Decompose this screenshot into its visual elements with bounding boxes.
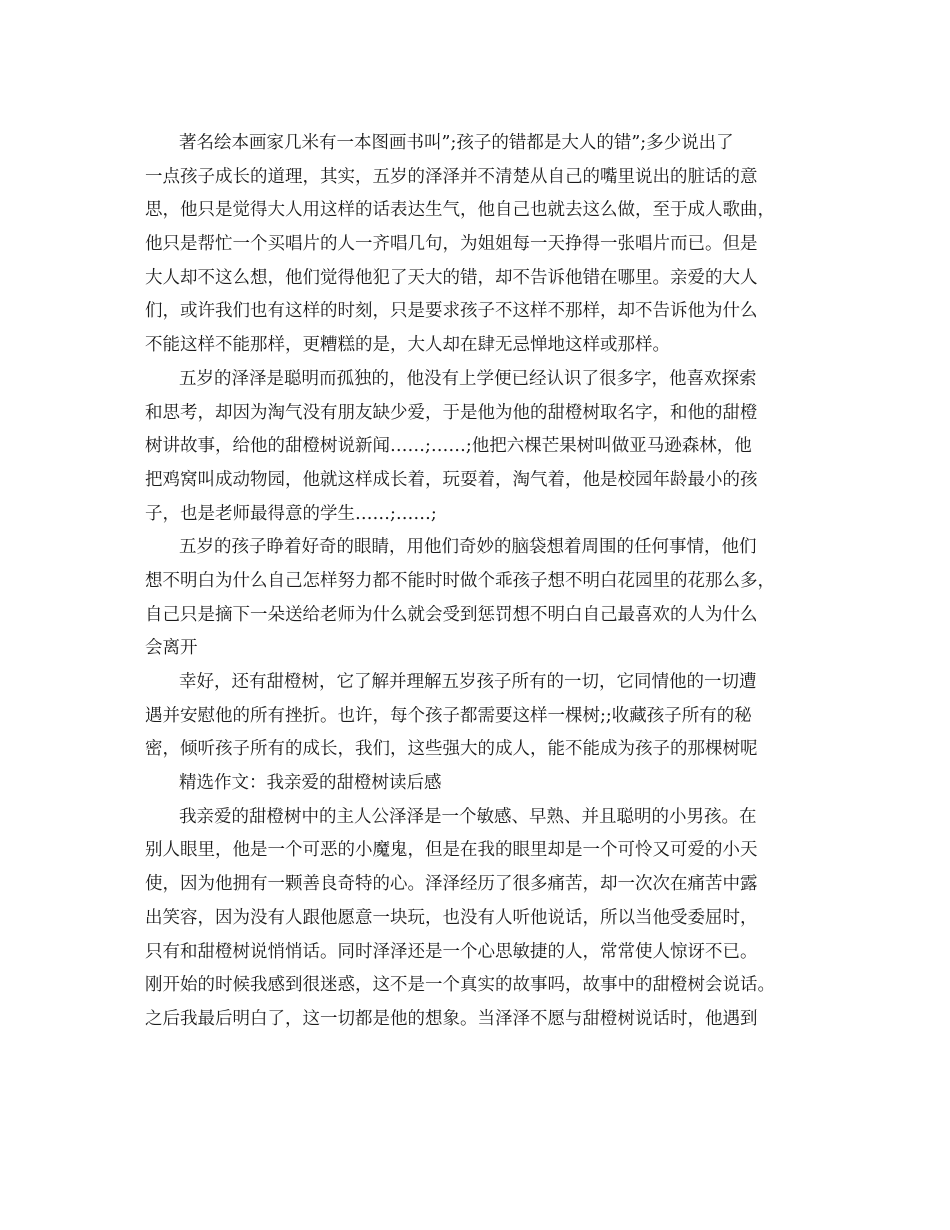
paragraph-4 (145, 666, 805, 767)
text-line: 出笑容，因为没有人跟他愿意一块玩，也没有人听他说话，所以当他受委屈时， (145, 907, 758, 928)
text-line: 子，也是老师最得意的学生……;……; (145, 503, 437, 524)
text-line: 刚开始的时候我感到很迷惑，这不是一个真实的故事吗，故事中的甜橙树会说话。 (145, 975, 775, 996)
text-line: 不能这样不能那样，更糟糕的是，大人却在肆无忌惮地这样或那样。 (145, 335, 670, 356)
text-line: 思，他只是觉得大人用这样的话表达生气，他自己也就去这么做，至于成人歌曲， (145, 200, 775, 221)
text-line: 著名绘本画家几米有一本图画书叫”;孩子的错都是大人的错”;多少说出了 (179, 133, 734, 153)
text-line: 树讲故事，给他的甜橙树说新闻……;……;他把六棵芒果树叫做亚马逊森林，他 (145, 436, 752, 457)
text-line: 五岁的孩子睁着好奇的眼睛，用他们奇妙的脑袋想着周围的任何事情，他们 (179, 537, 757, 558)
text-line: 遇并安慰他的所有挫折。也许，每个孩子都需要这样一棵树;;收藏孩子所有的秘 (145, 705, 752, 726)
text-line: 会离开 (145, 638, 198, 659)
text-line: 把鸡窝叫成动物园，他就这样成长着，玩耍着，淘气着，他是校园年龄最小的孩 (145, 469, 758, 490)
text-line: 们，或许我们也有这样的时刻，只是要求孩子不这样不那样，却不告诉他为什么 (145, 301, 758, 322)
text-line: 一点孩子成长的道理，其实，五岁的泽泽并不清楚从自己的嘴里说出的脏话的意 (145, 166, 758, 187)
text-line: 和思考，却因为淘气没有朋友缺少爱，于是他为他的甜橙树取名字，和他的甜橙 (145, 402, 758, 423)
paragraph-3 (145, 531, 805, 666)
text-line: 之后我最后明白了，这一切都是他的想象。当泽泽不愿与甜橙树说话时，他遇到 (145, 1008, 758, 1029)
text-line: 自己只是摘下一朵送给老师为什么就会受到惩罚想不明白自己最喜欢的人为什么 (145, 604, 758, 625)
text-line: 密，倾听孩子所有的成长，我们，这些强大的成人，能不能成为孩子的那棵树呢 (145, 739, 758, 760)
section-heading (145, 767, 805, 801)
text-line: 五岁的泽泽是聪明而孤独的，他没有上学便已经认识了很多字，他喜欢探索 (179, 368, 757, 389)
text-line: 别人眼里，他是一个可恶的小魔鬼，但是在我的眼里却是一个可怜又可爱的小天 (145, 840, 758, 861)
paragraph-1 (145, 127, 805, 363)
text-line: 幸好，还有甜橙树，它了解并理解五岁孩子所有的一切，它同情他的一切遭 (179, 672, 757, 692)
text-line: 只有和甜橙树说悄悄话。同时泽泽还是一个心思敏捷的人，常常使人惊讶不已。 (145, 941, 758, 962)
text-line: 想不明白为什么自己怎样努力都不能时时做个乖孩子想不明白花园里的花那么多， (145, 570, 775, 591)
text-line: 我亲爱的甜橙树中的主人公泽泽是一个敏感、早熟、并且聪明的小男孩。在 (179, 806, 757, 827)
heading-line: 精选作文：我亲爱的甜橙树读后感 (179, 773, 442, 794)
paragraph-2 (145, 363, 805, 531)
document-body (145, 127, 805, 1037)
text-line: 大人却不这么想，他们觉得他犯了天大的错，却不告诉他错在哪里。亲爱的大人 (145, 267, 758, 288)
text-line: 他只是帮忙一个买唱片的人一齐唱几句，为姐姐每一天挣得一张唱片而已。但是 (145, 234, 758, 255)
text-line: 使，因为他拥有一颗善良奇特的心。泽泽经历了很多痛苦，却一次次在痛苦中露 (145, 874, 758, 895)
paragraph-6 (145, 801, 805, 1037)
